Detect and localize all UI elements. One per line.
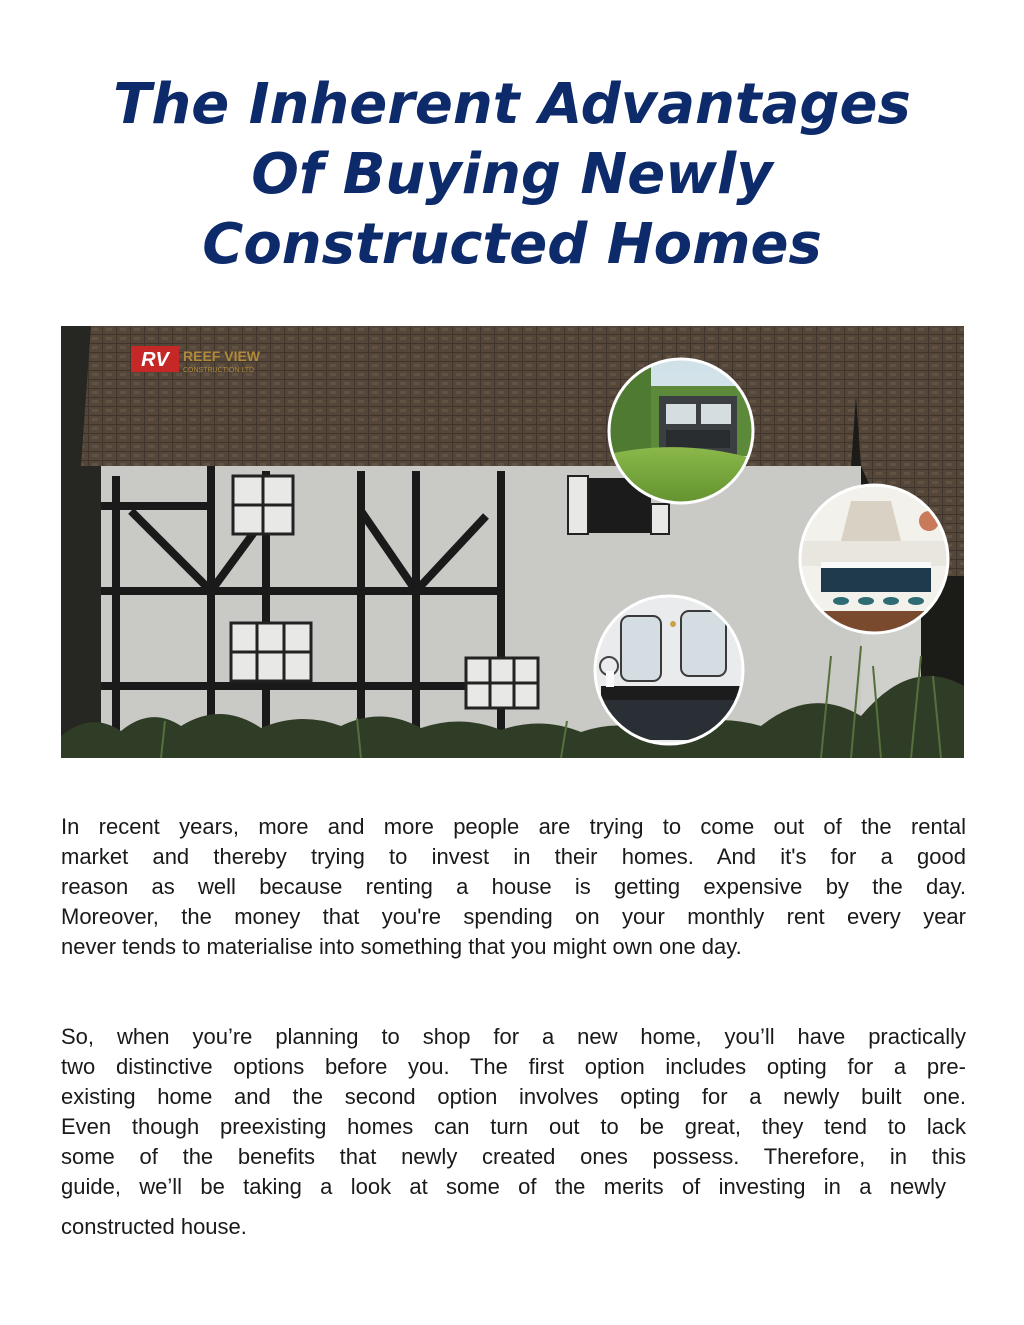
logo-sub: CONSTRUCTION LTD bbox=[183, 367, 255, 374]
paragraph-line: market and thereby trying to invest in their homes. And it's for a good bbox=[61, 844, 966, 869]
intro-paragraph bbox=[61, 812, 966, 962]
title-line-3: Constructed Homes bbox=[202, 212, 822, 277]
window-lower bbox=[466, 658, 538, 708]
paragraph-tail: constructed house. bbox=[61, 1214, 247, 1239]
paragraph-line: never tends to materialise into something that you might own one day. bbox=[61, 934, 742, 959]
paragraph-line: existing home and the second option involves opting for a newly built one. bbox=[61, 1084, 966, 1109]
paragraph-line: reason as well because renting a house is getting expensive by the day. bbox=[61, 874, 966, 899]
hero-image bbox=[61, 326, 964, 758]
paragraph-line: Even though preexisting homes can turn out to be great, they tend to lack bbox=[61, 1114, 966, 1139]
paragraph-line: So, when you’re planning to shop for a new home, you’ll have practically bbox=[61, 1024, 966, 1049]
window-middle bbox=[231, 623, 311, 681]
title-line-1: The Inherent Advantages bbox=[113, 72, 911, 137]
brand-logo bbox=[131, 346, 261, 374]
window-upper bbox=[233, 476, 293, 534]
paragraph-line: some of the benefits that newly created ones possess. Therefore, in this bbox=[61, 1144, 966, 1169]
logo-name: REEF VIEW bbox=[183, 348, 261, 364]
options-paragraph bbox=[61, 1022, 966, 1202]
paragraph-line: Moreover, the money that you're spending on your monthly rent every year bbox=[61, 904, 966, 929]
paragraph-line: In recent years, more and more people are trying to come out of the rental bbox=[61, 814, 966, 839]
paragraph-line: guide, we’ll be taking a look at some of the merits of investing in a newly bbox=[61, 1174, 946, 1199]
paragraph-line: two distinctive options before you. The first option includes opting for a pre- bbox=[61, 1054, 966, 1079]
title-line-2: Of Buying Newly bbox=[251, 142, 773, 207]
page-title bbox=[40, 70, 984, 280]
logo-mark: RV bbox=[141, 349, 169, 371]
